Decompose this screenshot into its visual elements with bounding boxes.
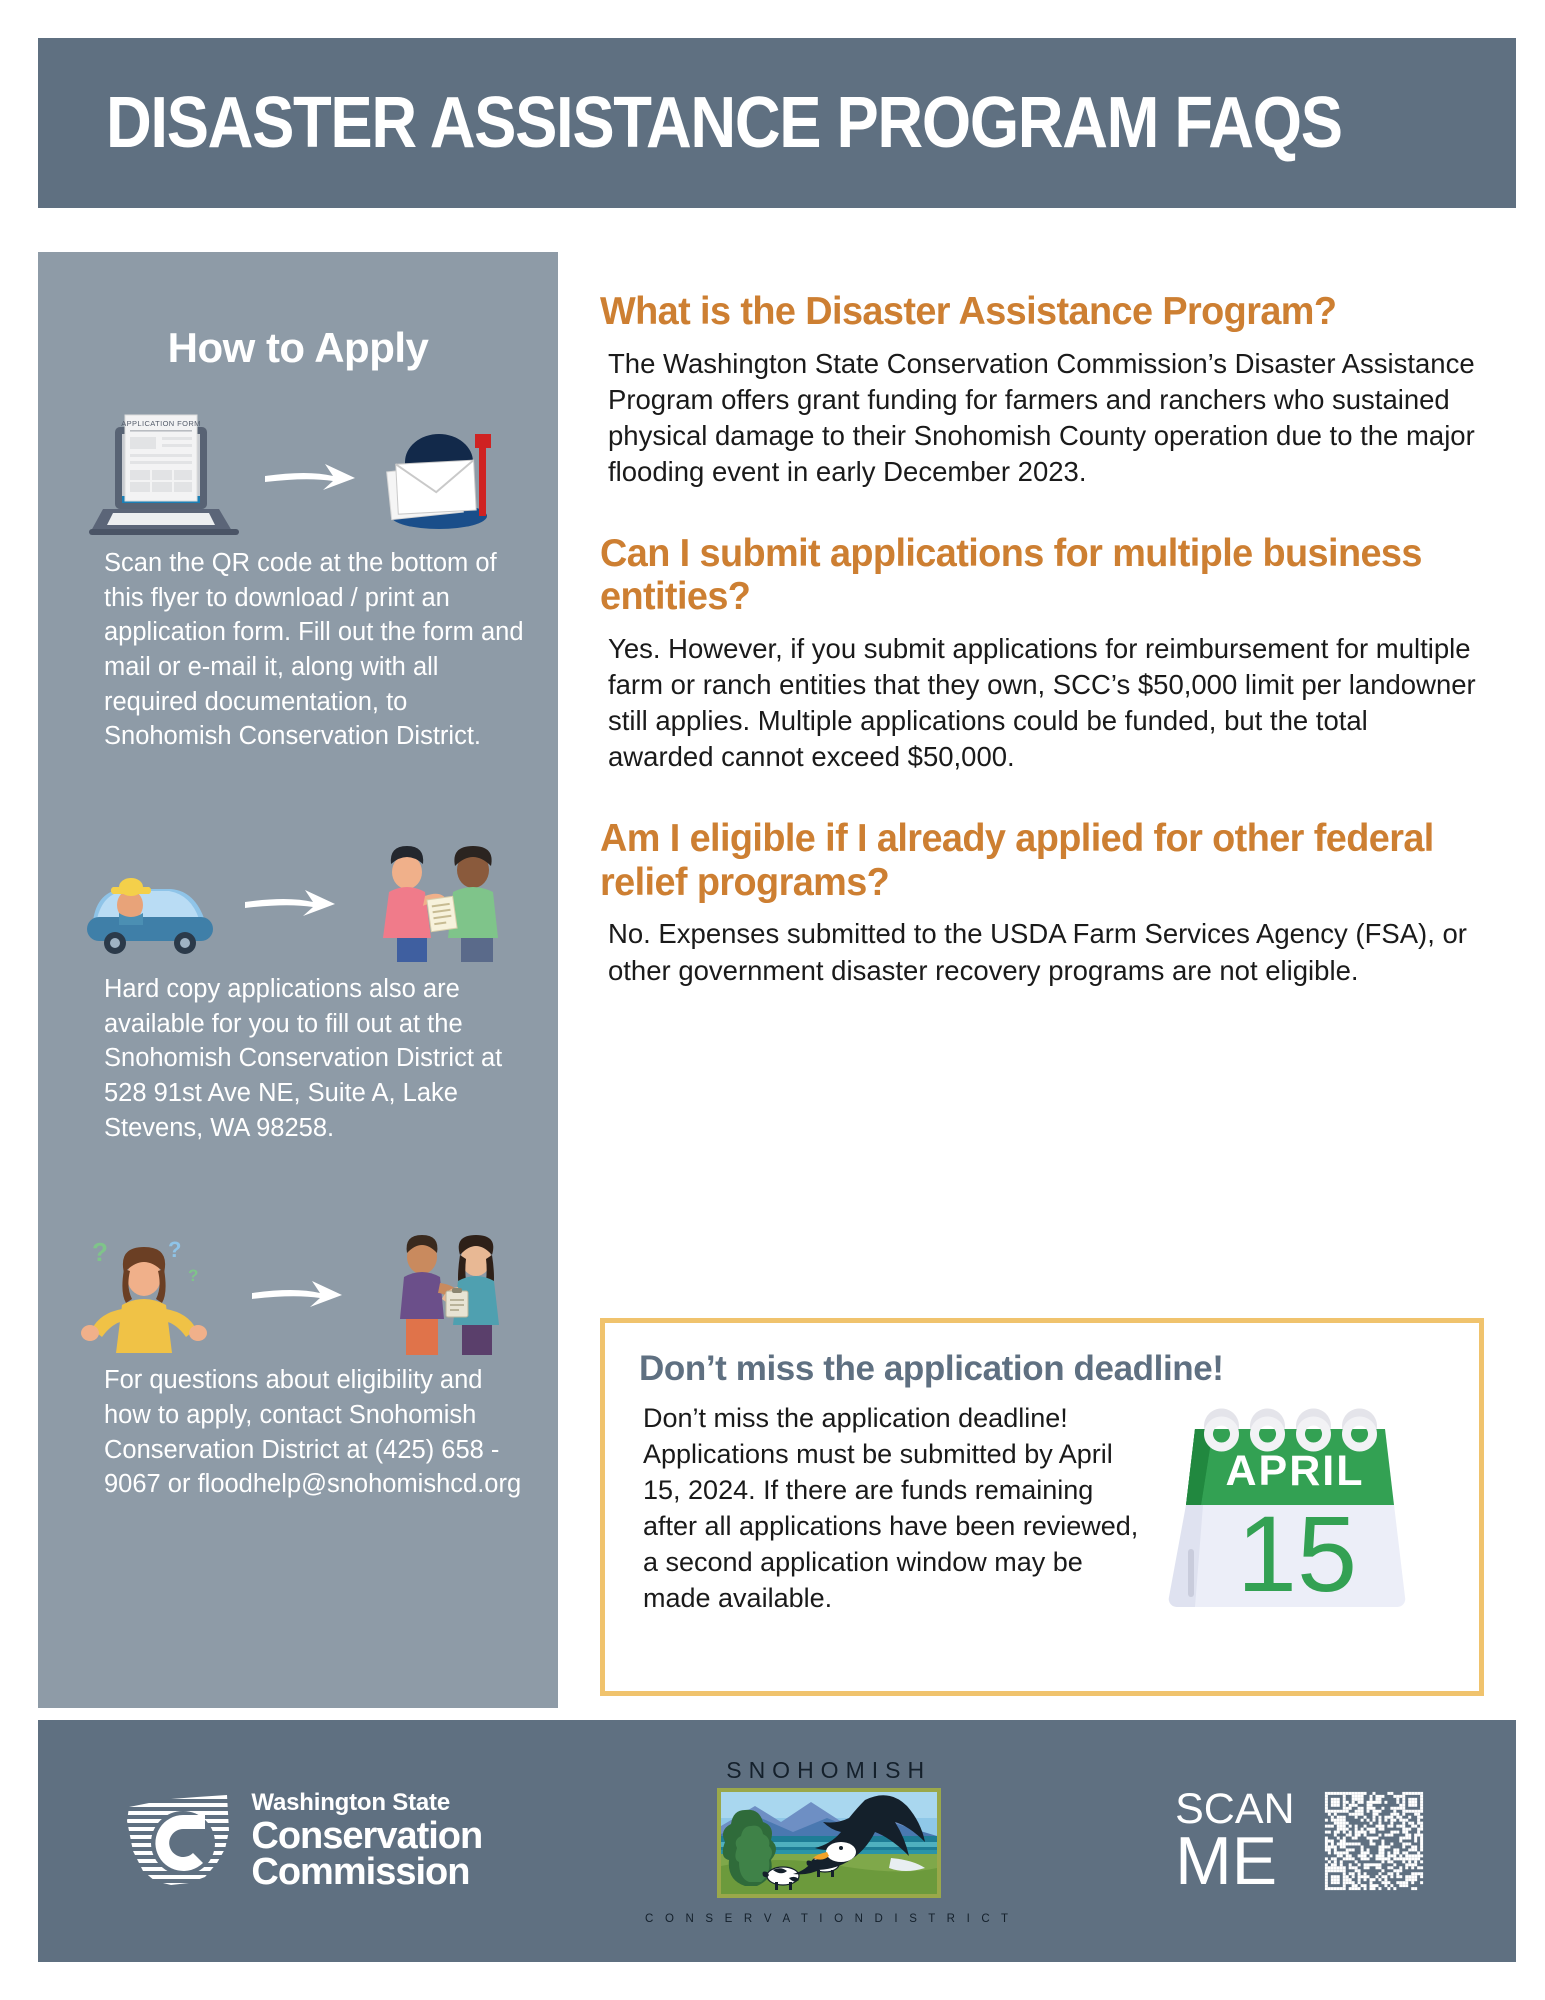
sidebar-block-1 — [38, 546, 558, 754]
wscc-line3: Commission — [251, 1851, 470, 1893]
sidebar-block-3 — [38, 1363, 558, 1502]
sidebar-text-1: Scan the QR code at the bottom of this flyer to download / print an application form. Fill out the form and mail or e-mail it, along with all required documentation, to Snohomish Conservation District. — [104, 549, 524, 751]
scan-label-line1: SCAN — [1175, 1784, 1295, 1833]
scan-label-line2: ME — [1175, 1822, 1278, 1899]
sidebar-art-visit-office — [68, 832, 528, 972]
faq-answer: Yes. However, if you submit applications for reimbursement for multiple farm or ranch entities that they own, SCC’s $50,000 limit per landowner still applies. Multiple applications could be funded, but the total awarded cannot exceed $50,000. — [608, 633, 1476, 773]
page-title: DISASTER ASSISTANCE PROGRAM FAQS — [106, 83, 1342, 163]
faq-question: Am I eligible if I already applied for other federal relief programs? — [600, 817, 1434, 904]
svg-text:APPLICATION FORM: APPLICATION FORM — [121, 419, 201, 428]
wscc-logo — [119, 1785, 482, 1897]
washington-state-outline-icon — [119, 1785, 237, 1897]
svg-text:?: ? — [92, 1237, 108, 1268]
qr-code-frame[interactable] — [1313, 1780, 1435, 1902]
arrow-right-icon — [263, 456, 359, 496]
faq-item — [600, 532, 1480, 775]
faq-item — [600, 817, 1480, 988]
arrow-right-icon — [250, 1273, 346, 1313]
two-people-talking-icon — [370, 1231, 520, 1355]
callout-title: Don’t miss the application deadline! — [639, 1349, 1224, 1388]
sidebar-art-questions — [68, 1223, 528, 1363]
callout-body — [605, 1401, 1479, 1624]
svg-text:APRIL: APRIL — [1225, 1447, 1365, 1495]
snohomish-cd-logo — [645, 1757, 1012, 1925]
faq-question: Can I submit applications for multiple business entities? — [600, 531, 1422, 619]
wscc-line1: Washington State — [251, 1789, 450, 1816]
calendar-icon — [1149, 1407, 1407, 1624]
arrow-right-icon — [243, 882, 339, 922]
scan-me-qr-block[interactable] — [1175, 1780, 1434, 1902]
qr-code-icon[interactable] — [1313, 1780, 1435, 1902]
sidebar-block-2 — [38, 972, 558, 1145]
sidebar-title: How to Apply — [167, 324, 429, 371]
scd-subtitle: C O N S E R V A T I O N D I S T R I C T — [645, 1913, 1013, 1925]
svg-text:15: 15 — [1236, 1493, 1358, 1614]
person-in-car-icon — [83, 847, 219, 957]
two-people-handing-form-icon — [363, 842, 513, 962]
svg-text:?: ? — [188, 1266, 199, 1286]
sidebar-art-apply-online — [68, 406, 528, 546]
how-to-apply-sidebar — [38, 252, 558, 1708]
laptop-application-form-icon — [89, 413, 239, 539]
confused-person-icon — [76, 1233, 226, 1353]
snohomish-landscape-eagle-icon — [715, 1786, 943, 1904]
faq-answer: The Washington State Conservation Commission’s Disaster Assistance Program offers grant funding for farmers and ranchers who sustained physical damage to their Snohomish County operation due to the major flooding event in early December 2023. — [608, 347, 1475, 487]
faq-answer: No. Expenses submitted to the USDA Farm Services Agency (FSA), or other government disaster recovery programs are not eligible. — [608, 918, 1467, 986]
deadline-callout — [600, 1318, 1484, 1696]
header-banner — [38, 38, 1516, 208]
footer-bar — [38, 1720, 1516, 1962]
mailbox-icon — [383, 416, 507, 536]
callout-text: Don’t miss the application deadline! Applications must be submitted by April 15, 2024. If there are funds remaining after all applications have been reviewed, a second application window may be made available. — [643, 1403, 1139, 1613]
faq-item — [600, 290, 1480, 490]
scd-name: SNOHOMISH — [726, 1757, 932, 1783]
faq-question: What is the Disaster Assistance Program? — [600, 290, 1337, 333]
sidebar-text-2: Hard copy applications also are available for you to fill out at the Snohomish Conservation District at 528 91st Ave NE, Suite A, Lake Stevens, WA 98258. — [104, 975, 503, 1142]
svg-text:?: ? — [168, 1237, 182, 1263]
wscc-line2: Conservation — [251, 1815, 483, 1857]
faq-column — [600, 290, 1480, 1031]
sidebar-text-3: For questions about eligibility and how to apply, contact Snohomish Conservation District at (425) 658 - 9067 or floodhelp@snohomishcd.org — [104, 1366, 522, 1499]
